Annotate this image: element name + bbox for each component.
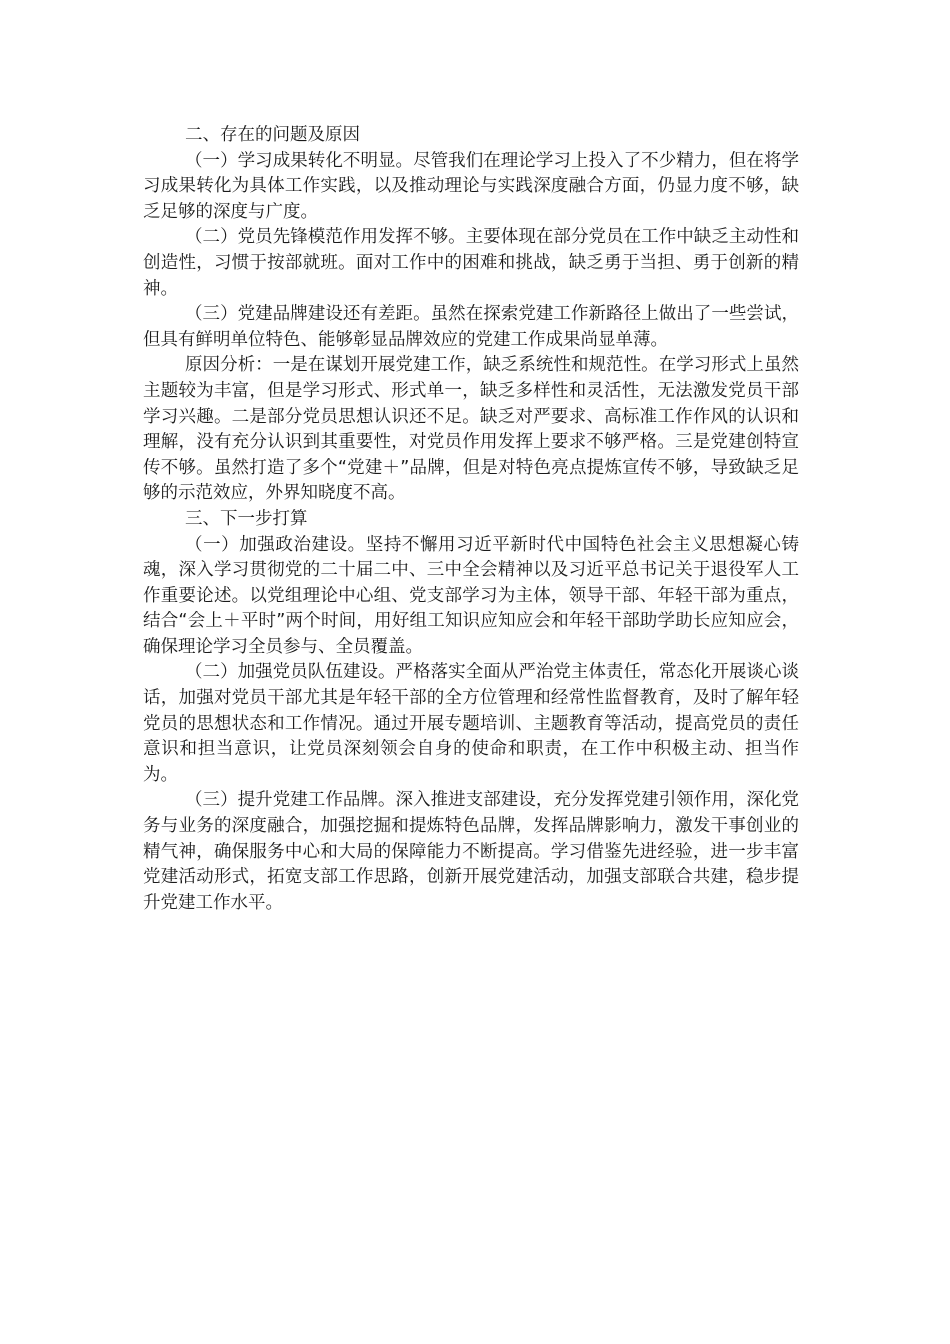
document-body xyxy=(143,123,799,916)
paragraph-problem-2: （二）党员先锋模范作用发挥不够。主要体现在部分党员在工作中缺乏主动性和创造性，习惯于按部就班。面对工作中的困难和挑战，缺乏勇于当担、勇于创新的精神。 xyxy=(143,227,799,299)
paragraph-plan-3: （三）提升党建工作品牌。深入推进支部建设，充分发挥党建引领作用，深化党务与业务的深度融合，加强挖掘和提炼特色品牌，发挥品牌影响力，激发干事创业的精气神，确保服务中心和大局的保障能力不断提高。学习借鉴先进经验，进一步丰富党建活动形式，拓宽支部工作思路，创新开展党建活动，加强支部联合共建，稳步提升党建工作水平。 xyxy=(143,790,799,913)
paragraph-plan-1: （一）加强政治建设。坚持不懈用习近平新时代中国特色社会主义思想凝心铸魂，深入学习贯彻党的二十届二中、三中全会精神以及习近平总书记关于退役军人工作重要论述。以党组理论中心组、党支部学习为主体，领导干部、年轻干部为重点，结合“会上＋平时”两个时间，用好组工知识应知应会和年轻干部助学助长应知应会，确保理论学习全员参与、全员覆盖。 xyxy=(143,534,799,657)
paragraph-cause-analysis: 原因分析：一是在谋划开展党建工作，缺乏系统性和规范性。在学习形式上虽然主题较为丰富，但是学习形式、形式单一，缺乏多样性和灵活性，无法激发党员干部学习兴趣。二是部分党员思想认识还不足。缺乏对严要求、高标准工作作风的认识和理解，没有充分认识到其重要性，对党员作用发挥上要求不够严格。三是党建创特宣传不够。虽然打造了多个“党建＋”品牌，但是对特色亮点提炼宣传不够，导致缺乏足够的示范效应，外界知晓度不高。 xyxy=(143,355,799,504)
paragraph-problem-1: （一）学习成果转化不明显。尽管我们在理论学习上投入了不少精力，但在将学习成果转化为具体工作实践，以及推动理论与实践深度融合方面，仍显力度不够，缺乏足够的深度与广度。 xyxy=(143,150,799,222)
paragraph-problem-3: （三）党建品牌建设还有差距。虽然在探索党建工作新路径上做出了一些尝试，但具有鲜明单位特色、能够彰显品牌效应的党建工作成果尚显单薄。 xyxy=(143,304,799,350)
section-heading-next-steps: 三、下一步打算 xyxy=(185,508,308,529)
paragraph-plan-2: （二）加强党员队伍建设。严格落实全面从严治党主体责任，常态化开展谈心谈话，加强对党员干部尤其是年轻干部的全方位管理和经常性监督教育，及时了解年轻党员的思想状态和工作情况。通过开展专题培训、主题教育等活动，提高党员的责任意识和担当意识，让党员深刻领会自身的使命和职责，在工作中积极主动、担当作为。 xyxy=(143,662,799,785)
section-heading-problems: 二、存在的问题及原因 xyxy=(185,125,360,145)
